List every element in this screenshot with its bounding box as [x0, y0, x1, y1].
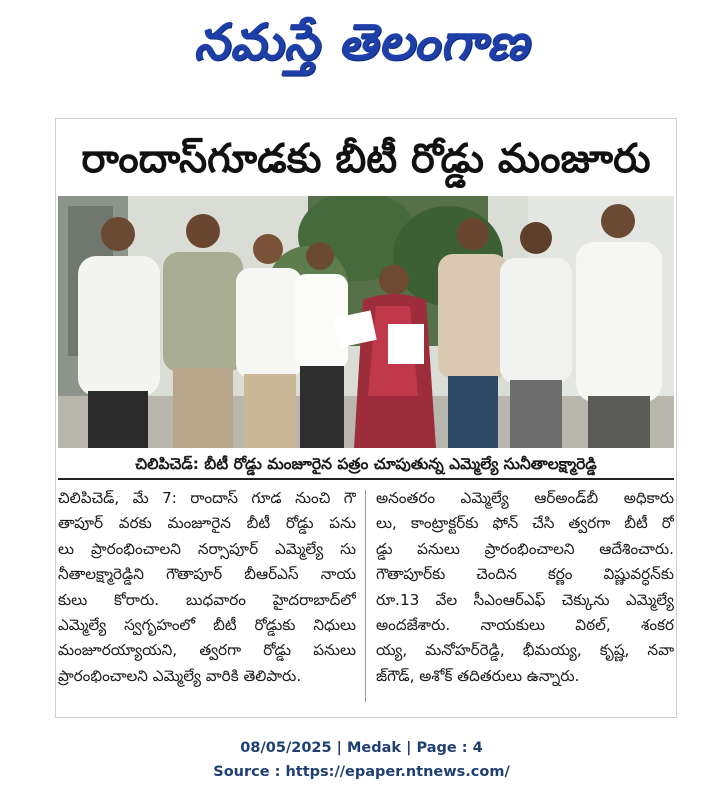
newspaper-logo-title: నమస్తే తెలంగాణ: [193, 13, 530, 71]
footer-date-line: 08/05/2025 | Medak | Page : 4: [240, 740, 483, 756]
column-divider: [365, 490, 366, 702]
article-line: తాపూర్ వరకు మంజూరైన బీటీ రోడ్డు పను: [58, 514, 356, 533]
article-body: [58, 486, 674, 708]
group-photo-illustration: [58, 196, 674, 448]
masthead: [0, 4, 723, 80]
article-line: అందజేశారు. నాయకులు విఠల్, శంకర: [376, 616, 674, 635]
article-photo: [58, 196, 674, 448]
article-line: మంజూరయ్యాయని, త్వరగా రోడ్డు పనులు: [58, 641, 356, 660]
article-line: లు ప్రారంభించాలని నర్సాపూర్ ఎమ్మెల్యే సు: [58, 539, 356, 558]
article-line: కులు కోరారు. బుధవారం హైదరాబాద్‌లో: [58, 590, 356, 609]
article-line: రూ.13 వేల సీఎంఆర్ఎఫ్ చెక్కును ఎమ్మెల్యే: [376, 590, 674, 609]
article-line: లు, కాంట్రాక్టర్‌కు ఫోన్ చేసి త్వరగా బీటీ రో: [376, 514, 674, 533]
article-line: జ్‌గౌడ్, అశోక్ తదితరులు ఉన్నారు.: [376, 666, 580, 685]
article-line: గౌతాపూర్‌కు చెందిన కర్ణం విష్ణువర్ధన్‌కు: [376, 565, 674, 584]
article-column-left: [58, 486, 356, 708]
article-line: నీతాలక్ష్మారెడ్డిని గౌతాపూర్ బీఆర్ఎస్ నాయ: [58, 565, 356, 584]
article-line: ప్రారంభించాలని ఎమ్మెల్యే వారికి తెలిపారు.: [58, 666, 302, 685]
article-line: చిలిపిచెడ్, మే 7: రాందాస్ గూడ నుంచి గౌ: [58, 489, 356, 507]
article-column-right: [376, 486, 674, 708]
article-line: ఎమ్మెల్యే స్వగృహంలో బీటీ రోడ్డుకు నిధులు: [58, 616, 356, 635]
article-headline: రాందాస్‌గూడకు బీటీ రోడ్డు మంజూరు: [81, 136, 651, 182]
footer-source-line: Source : https://epaper.ntnews.com/: [213, 764, 510, 780]
article-line: డ్డు పనులు ప్రారంభించాలని ఆదేశించారు.: [376, 539, 674, 558]
article-line: య్య, మనోహర్‌రెడ్డి, భీమయ్య, కృష్ణ, నవా: [376, 641, 674, 660]
photo-caption: చిలిపిచెడ్‌: బీటీ రోడ్డు మంజూరైన పత్రం చూపుతున్న ఎమ్మెల్యే సునీతాలక్ష్మారెడ్డి: [58, 450, 674, 480]
article-line: అనంతరం ఎమ్మెల్యే ఆర్‌అండ్‌బీ అధికారు: [376, 489, 674, 507]
